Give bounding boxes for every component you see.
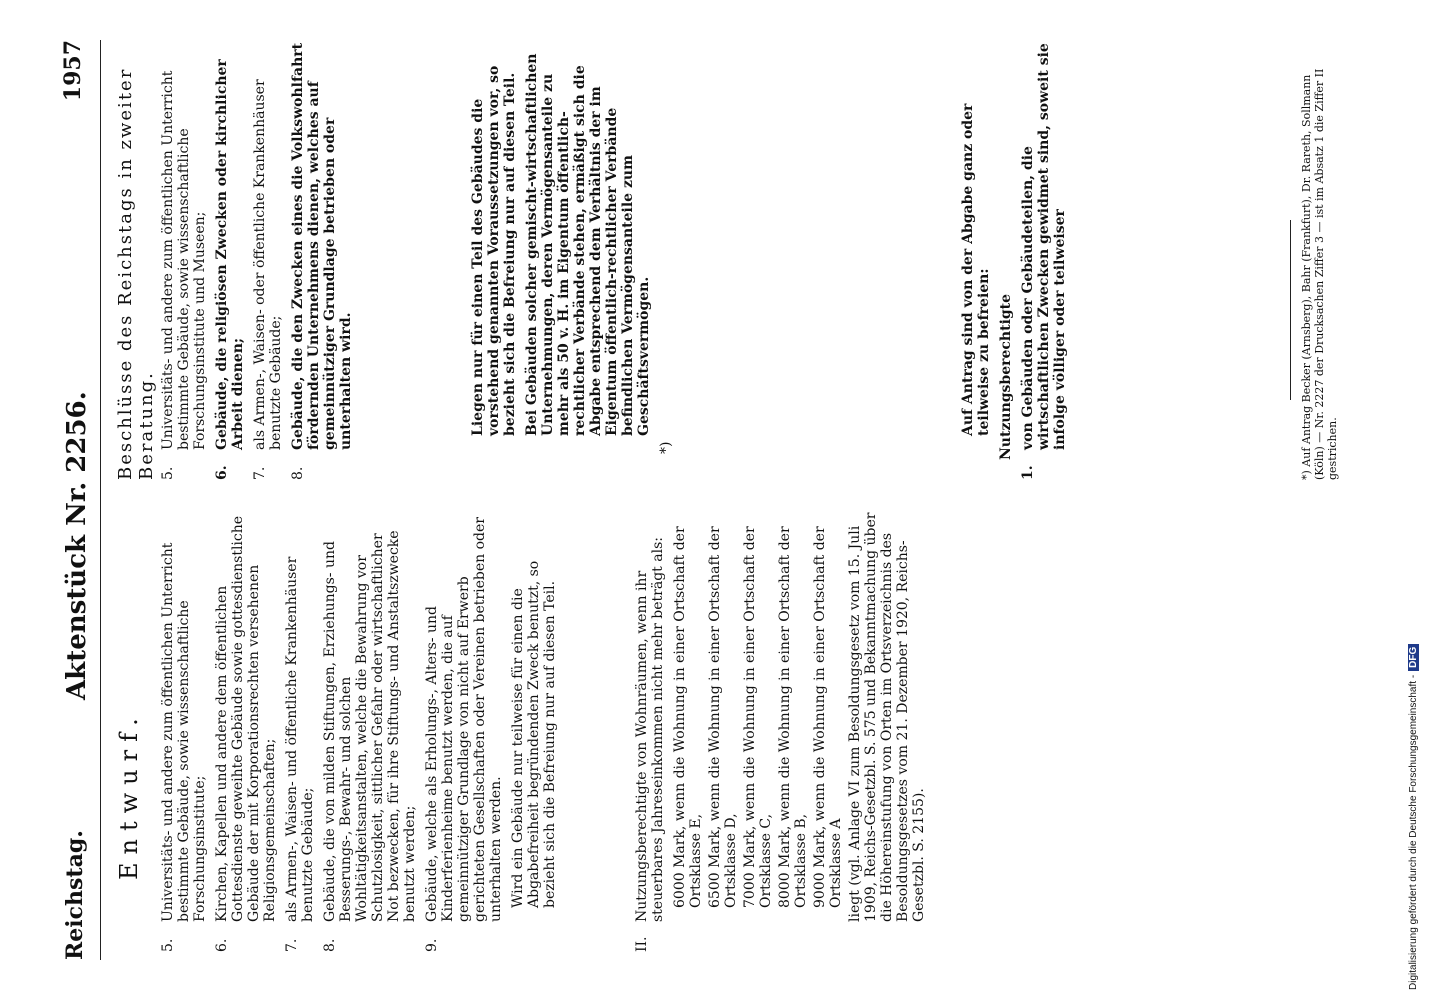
- exemption-on-request-paragraph: Auf Antrag sind von der Abgabe ganz oder teilweise zu befreien:: [960, 103, 992, 436]
- section-II: II. Nutzungsberechtigte von Wohnräumen, wenn ihr steuerbares Jahreseinkommen nicht mehr beträgt als:: [634, 537, 666, 952]
- income-line: 7000 Mark, wenn die Wohnung in einer Ortschaft der Ortsklasse C,: [742, 526, 774, 908]
- income-line: 6500 Mark, wenn die Wohnung in einer Ortschaft der Ortsklasse D,: [707, 526, 739, 908]
- income-thresholds: [672, 512, 844, 952]
- dfg-logo: DFG: [1408, 644, 1419, 671]
- page-number: 1957: [60, 40, 86, 102]
- entwurf-item: 6. Kirchen, Kapellen und andere dem öffentlichen Gottesdienste geweihte Gebäude sowie gottesdienstliche Gebäude der mit Korporationsrechten versehenen Religionsgemeinschaften;: [214, 515, 278, 952]
- income-line: 9000 Mark, wenn die Wohnung in einer Ortschaft der Ortsklasse A: [812, 526, 844, 908]
- beschluss-item: 7. als Armen-, Waisen- oder öffentliche Krankenhäuser benutzte Gebäude;: [252, 79, 284, 480]
- beneficiary-item: 1. von Gebäuden oder Gebäudeteilen, die wirtschaftlichen Zwecken gewidmet sind, soweit sie infolge völliger oder teilweiser: [1020, 43, 1068, 480]
- beschluesse-title: Beschlüsse des Reichstags in zweiter Beratung.: [115, 67, 157, 480]
- entwurf-item: 7. als Armen-, Waisen- und öffentliche Krankenhäuser benutzte Gebäude;: [284, 556, 316, 952]
- beneficiaries-heading: Nutzungsberechtigte: [998, 293, 1014, 460]
- entwurf-item: 9. Gebäude, welche als Erholungs-, Alters- und Kinderferienheime benutzt werden, die auf gemeinnütziger Grundlage von nicht auf Erwerb gerichteten Gesellschaften oder Vereinen betrieben oder unterhalten werden.: [424, 517, 504, 952]
- entwurf-column: [160, 512, 933, 952]
- beschluss-item: 8. Gebäude, die den Zwecken eines die Volkswohlfahrt fördernden Unternehmens dienen, welches auf gemeinnütziger Grundlage betrieben oder unterhalten wird.: [290, 42, 354, 480]
- beschluesse-column: [160, 40, 1074, 480]
- page-header: [58, 40, 98, 960]
- entwurf-item: 8. Gebäude, die von milden Stiftungen, Erziehungs- und Besserungs-, Bewahr- und solchen Wohltätigkeitsanstalten, welche die Bewahrung vor Schutzlosigkeit, sittlicher Gefahr oder wirtschaftlicher Not bezwecken, für ihre Stiftungs- und Anstaltszwecke benutzt werden;: [322, 530, 418, 952]
- entwurf-title: Entwurf.: [115, 710, 143, 880]
- beschluss-item: 5. Universitäts- und andere zum öffentlichen Unterricht bestimmte Gebäude, sowie wissenschaftliche Forschungsinstitute und Museen;: [160, 70, 208, 480]
- header-rule: [100, 40, 101, 960]
- entwurf-item: 5. Universitäts- und andere zum öffentlichen Unterricht bestimmte Gebäude, sowie wissenschaftliche Forschungsinstitute;: [160, 542, 208, 952]
- partial-use-paragraph: Liegen nur für einen Teil des Gebäudes die vorstehend genannten Voraussetzungen vor, so bezieht sich die Befreiung nur auf diesen Teil.: [470, 65, 518, 436]
- beschluss-item: 6. Gebäude, die religiösen Zwecken oder kirchlicher Arbeit dienen;: [214, 59, 246, 480]
- section-II-reference: liegt (vgl. Anlage VI zum Besoldungsgesetz vom 15. Juli 1909, Reichs-Gesetzbl. S. 575 und Bekanntmachung über die Höhereinstufung von Orten im Ortsverzeichnis des Besoldungsgesetzes vom 21. Dezember 1920, Reichs-Gesetzbl. S. 2155).: [847, 512, 927, 922]
- entwurf-partial-use-paragraph: Wird ein Gebäude nur teilweise für einen die Abgabefreiheit begründenden Zweck benutzt, so bezieht sich die Befreiung nur auf diesen Teil.: [510, 560, 558, 908]
- income-line: 8000 Mark, wenn die Wohnung in einer Ortschaft der Ortsklasse B,: [777, 526, 809, 908]
- footnote-rule: [1290, 220, 1291, 400]
- header-center: Aktenstück Nr. 2256.: [62, 391, 92, 700]
- income-line: 6000 Mark, wenn die Wohnung in einer Ortschaft der Ortsklasse E,: [672, 526, 704, 908]
- footnote-marker: *): [658, 441, 674, 454]
- digitization-text: Digitalisierung gefördert durch die Deutsche Forschungsgemeinschaft -: [1408, 674, 1419, 990]
- footnote: *) Auf Antrag Becker (Arnsberg), Bahr (Frankfurt), Dr. Rareth, Sollmann (Köln) — Nr. 2227 der Drucksachen Ziffer 3 — ist im Absatz 1 die Ziffer II gestrichen.: [1300, 68, 1339, 480]
- header-left: Reichstag.: [62, 830, 88, 960]
- digitization-note: [1408, 10, 1432, 990]
- mixed-enterprise-paragraph: Bei Gebäuden solcher gemischt-wirtschaftlichen Unternehmungen, deren Vermögensanteile zu mehr als 50 v. H. im Eigentum öffentlich-rechtlicher Verbände stehen, ermäßigt sich die Abgabe entsprechend dem Verhältnis der im Eigentum öffentlich-rechtlicher Verbände befindlichen Vermögensanteile zum Geschäftsvermögen.: [524, 53, 652, 436]
